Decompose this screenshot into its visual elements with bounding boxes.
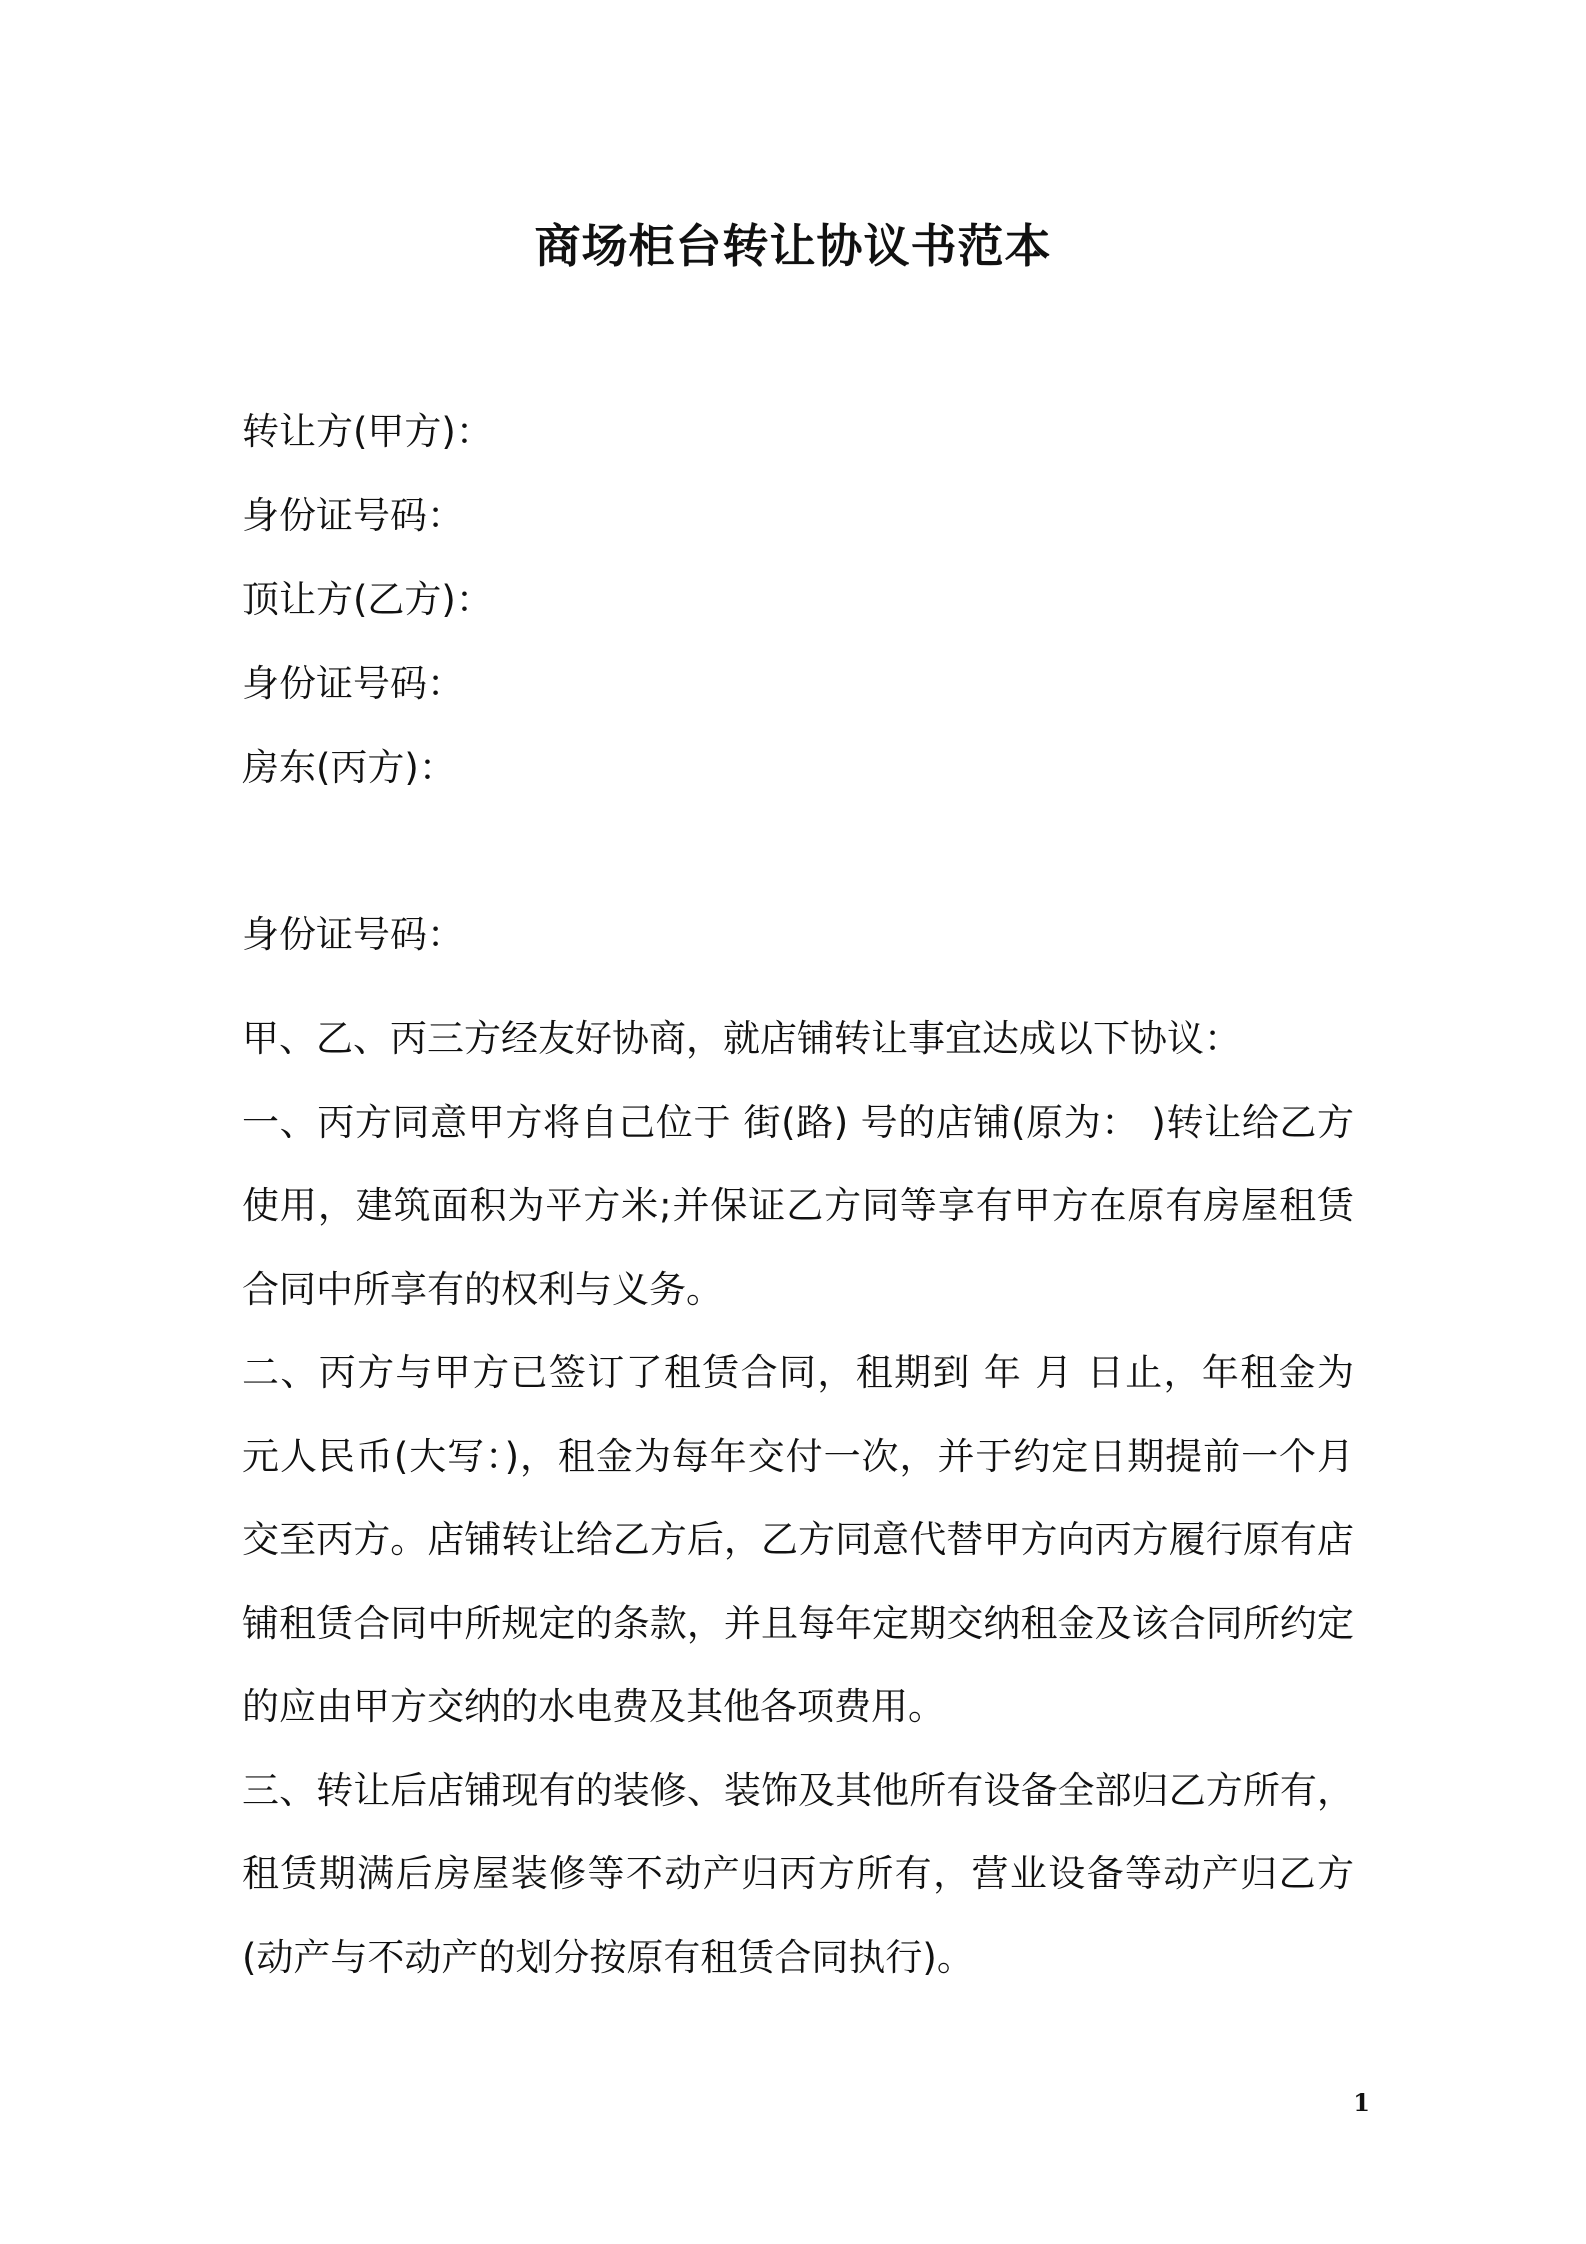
- paragraph-clause-1: 一、丙方同意甲方将自己位于 街(路) 号的店铺(原为： )转让给乙方使用，建筑面积为平方米;并保证乙方同等享有甲方在原有房屋租赁合同中所享有的权利与义务。: [242, 1100, 1354, 1311]
- paragraph-intro: 甲、乙、丙三方经友好协商，就店铺转让事宜达成以下协议：: [242, 1017, 1241, 1060]
- field-transferee: 顶让方(乙方)：: [242, 578, 493, 621]
- field-transferee-id: 身份证号码：: [242, 662, 464, 705]
- field-landlord: 房东(丙方)：: [242, 746, 456, 789]
- paragraph-clause-2: 二、丙方与甲方已签订了租赁合同，租期到 年 月 日止，年租金为 元人民币(大写：)，租金为每年交付一次，并于约定日期提前一个月交至丙方。店铺转让给乙方后，乙方同意代替甲方向丙方履行原有店铺租赁合同中所规定的条款，并且每年定期交纳租金及该合同所约定的应由甲方交纳的水电费及其他各项费用。: [242, 1351, 1354, 1728]
- field-transferor-id: 身份证号码：: [242, 494, 464, 537]
- agreement-body: [242, 997, 1354, 1999]
- document-title: 商场柜台转让协议书范本: [534, 219, 1052, 273]
- field-landlord-id: 身份证号码：: [242, 913, 464, 956]
- page-number: 1: [1353, 2088, 1370, 2117]
- paragraph-clause-3: 三、转让后店铺现有的装修、装饰及其他所有设备全部归乙方所有，租赁期满后房屋装修等不动产归丙方所有，营业设备等动产归乙方(动产与不动产的划分按原有租赁合同执行)。: [242, 1768, 1354, 1979]
- field-transferor: 转让方(甲方)：: [242, 410, 493, 453]
